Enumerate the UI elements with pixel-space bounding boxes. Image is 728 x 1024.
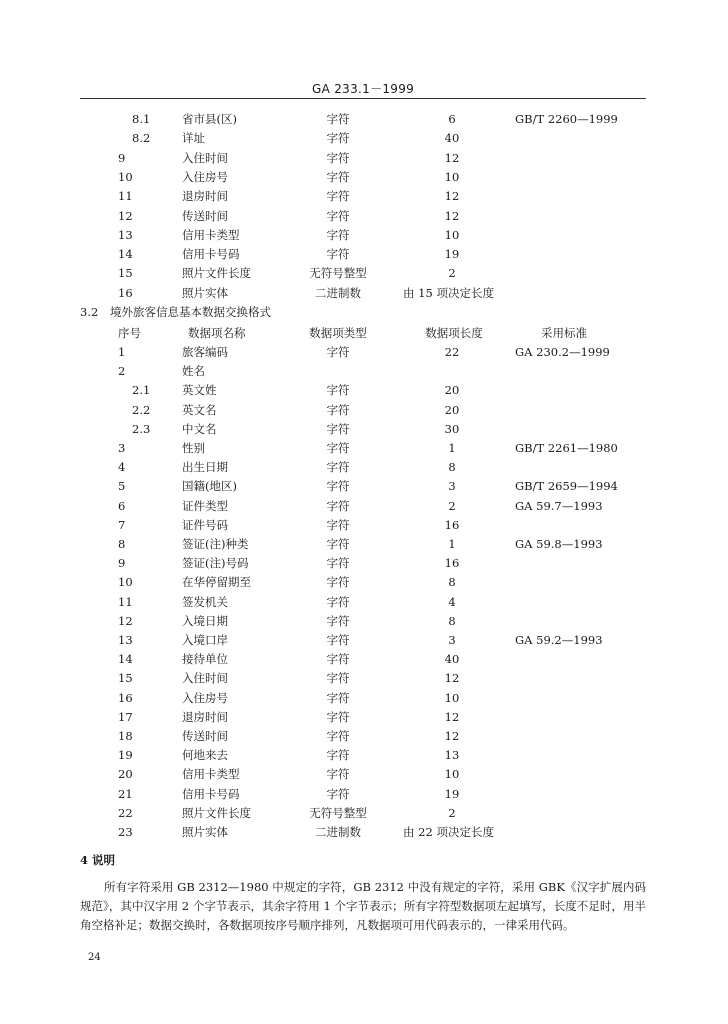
cell-length: 1 bbox=[448, 441, 456, 455]
table-row bbox=[0, 401, 728, 420]
cell-type: 字符 bbox=[326, 498, 350, 513]
cell-length: 2 bbox=[448, 805, 456, 820]
cell-no: 14 bbox=[118, 652, 133, 667]
document-code-header: GA 233.1－1999 bbox=[312, 82, 415, 96]
cell-type: 字符 bbox=[326, 441, 350, 455]
cell-name: 入住时间 bbox=[182, 671, 228, 686]
table-row bbox=[0, 110, 728, 129]
cell-type: 字符 bbox=[326, 786, 350, 801]
cell-name: 退房时间 bbox=[182, 709, 228, 724]
cell-type: 字符 bbox=[326, 729, 350, 743]
table-row bbox=[0, 823, 728, 842]
table-row bbox=[0, 708, 728, 727]
cell-no: 21 bbox=[118, 786, 133, 801]
cell-name: 信用卡号码 bbox=[182, 786, 240, 801]
cell-standard: GB/T 2261—1980 bbox=[515, 441, 618, 455]
cell-name: 详址 bbox=[182, 131, 205, 146]
cell-no: 2.1 bbox=[132, 383, 151, 398]
cell-no: 6 bbox=[118, 498, 126, 513]
cell-no: 2.3 bbox=[132, 421, 151, 436]
header-length: 数据项长度 bbox=[425, 326, 483, 340]
table-row bbox=[0, 765, 728, 784]
table-row bbox=[0, 804, 728, 823]
cell-length: 20 bbox=[444, 402, 460, 417]
cell-length: 12 bbox=[444, 189, 460, 204]
cell-type: 字符 bbox=[326, 556, 350, 571]
section-number: 3.2 bbox=[80, 305, 99, 319]
cell-length: 10 bbox=[444, 227, 460, 242]
cell-no: 14 bbox=[118, 247, 133, 262]
table-row bbox=[0, 593, 728, 612]
cell-no: 4 bbox=[118, 460, 126, 475]
table-row bbox=[0, 669, 728, 688]
cell-length: 16 bbox=[444, 556, 460, 571]
table-row bbox=[0, 631, 728, 650]
cell-name: 退房时间 bbox=[182, 189, 228, 204]
cell-name: 照片实体 bbox=[182, 285, 228, 300]
cell-length: 3 bbox=[448, 479, 456, 494]
cell-no: 20 bbox=[118, 767, 133, 782]
cell-type: 字符 bbox=[326, 460, 350, 475]
cell-type: 字符 bbox=[326, 402, 350, 417]
table-row bbox=[0, 689, 728, 708]
cell-name: 签证(注)种类 bbox=[182, 537, 249, 551]
section-4-paragraph: 所有字符采用 GB 2312—1980 中规定的字符，GB 2312 中没有规定的字符，采用 GBK《汉字扩展内码规范》，其中汉字用 2 个字节表示，其余字符用 1 个字节表示；所有字符型数据项左起填写，长度不足时，用半角空格补足；数据交换时，各数据项按序号顺序排列，凡数据项可用代码表示的，一律采用代码。 bbox=[80, 880, 646, 932]
cell-type: 字符 bbox=[326, 208, 350, 223]
table-row bbox=[0, 458, 728, 477]
cell-no: 13 bbox=[118, 633, 133, 647]
table-row bbox=[0, 149, 728, 168]
cell-name: 信用卡类型 bbox=[182, 227, 240, 242]
cell-length: 12 bbox=[444, 671, 460, 686]
cell-name: 接待单位 bbox=[182, 652, 228, 667]
cell-type: 二进制数 bbox=[315, 285, 361, 300]
cell-length: 30 bbox=[444, 421, 460, 436]
cell-type: 字符 bbox=[326, 227, 350, 242]
cell-name: 英文名 bbox=[182, 402, 217, 417]
cell-type: 字符 bbox=[326, 537, 350, 551]
cell-no: 12 bbox=[118, 208, 133, 223]
cell-length: 12 bbox=[444, 709, 460, 724]
cell-name: 入境日期 bbox=[182, 613, 228, 628]
cell-length: 19 bbox=[444, 247, 460, 262]
cell-length: 40 bbox=[444, 652, 460, 667]
header-type: 数据项类型 bbox=[309, 326, 367, 340]
cell-type: 字符 bbox=[326, 652, 350, 667]
cell-length: 8 bbox=[448, 613, 456, 628]
cell-type: 字符 bbox=[326, 189, 350, 204]
header-standard: 采用标准 bbox=[541, 326, 587, 340]
cell-type: 字符 bbox=[326, 517, 350, 532]
cell-no: 16 bbox=[118, 285, 133, 300]
cell-name: 证件号码 bbox=[182, 517, 228, 532]
cell-type: 字符 bbox=[326, 767, 350, 782]
cell-no: 23 bbox=[118, 825, 133, 839]
cell-length: 6 bbox=[448, 112, 456, 126]
cell-standard: GB/T 2260—1999 bbox=[515, 112, 618, 126]
cell-name: 中文名 bbox=[182, 421, 217, 436]
cell-name: 信用卡类型 bbox=[182, 767, 240, 782]
section-title: 境外旅客信息基本数据交换格式 bbox=[109, 305, 271, 319]
cell-no: 9 bbox=[118, 556, 126, 571]
cell-length: 16 bbox=[444, 517, 460, 532]
cell-length: 由 22 项决定长度 bbox=[403, 825, 494, 839]
cell-no: 22 bbox=[118, 805, 133, 820]
cell-type: 字符 bbox=[326, 345, 350, 359]
cell-length: 12 bbox=[444, 150, 460, 165]
cell-name: 签发机关 bbox=[182, 594, 228, 609]
table-row bbox=[0, 497, 728, 516]
cell-standard: GA 230.2—1999 bbox=[515, 345, 610, 359]
cell-length: 3 bbox=[448, 633, 456, 647]
cell-type: 字符 bbox=[326, 247, 350, 262]
table-row bbox=[0, 477, 728, 496]
cell-name: 照片实体 bbox=[182, 825, 228, 839]
cell-type: 字符 bbox=[326, 594, 350, 609]
cell-no: 10 bbox=[118, 169, 133, 184]
cell-length: 13 bbox=[444, 748, 460, 763]
cell-name: 省市县(区) bbox=[182, 112, 237, 126]
cell-no: 2 bbox=[118, 364, 126, 379]
table-row bbox=[0, 129, 728, 148]
cell-name: 传送时间 bbox=[182, 208, 228, 223]
cell-no: 3 bbox=[118, 441, 126, 455]
cell-length: 12 bbox=[444, 729, 460, 743]
cell-no: 15 bbox=[118, 671, 133, 686]
table-header-row bbox=[0, 324, 728, 343]
cell-length: 由 15 项决定长度 bbox=[403, 285, 494, 300]
cell-no: 13 bbox=[118, 227, 133, 242]
cell-standard: GA 59.2—1993 bbox=[515, 633, 603, 647]
cell-name: 入住时间 bbox=[182, 150, 228, 165]
cell-type: 字符 bbox=[326, 690, 350, 705]
cell-no: 15 bbox=[118, 266, 133, 281]
cell-no: 12 bbox=[118, 613, 133, 628]
cell-length: 19 bbox=[444, 786, 460, 801]
section-4-title: 4 说明 bbox=[80, 853, 116, 867]
cell-name: 证件类型 bbox=[182, 498, 228, 513]
cell-no: 16 bbox=[118, 690, 133, 705]
table-row bbox=[0, 746, 728, 765]
table-row bbox=[0, 439, 728, 458]
cell-name: 国籍(地区) bbox=[182, 479, 237, 494]
cell-length: 10 bbox=[444, 169, 460, 184]
cell-no: 9 bbox=[118, 150, 126, 165]
cell-no: 8 bbox=[118, 537, 126, 551]
cell-name: 姓名 bbox=[182, 364, 205, 379]
table-row bbox=[0, 207, 728, 226]
cell-length: 12 bbox=[444, 208, 460, 223]
cell-length: 10 bbox=[444, 767, 460, 782]
cell-standard: GA 59.8—1993 bbox=[515, 537, 603, 551]
cell-name: 性别 bbox=[182, 441, 205, 455]
section-3-2-title bbox=[80, 304, 271, 320]
cell-type: 字符 bbox=[326, 421, 350, 436]
cell-type: 字符 bbox=[326, 748, 350, 763]
cell-no: 18 bbox=[118, 729, 133, 743]
cell-type: 字符 bbox=[326, 112, 350, 126]
cell-no: 11 bbox=[118, 594, 133, 609]
cell-no: 11 bbox=[118, 189, 133, 204]
table-row bbox=[0, 245, 728, 264]
cell-no: 17 bbox=[118, 709, 133, 724]
cell-no: 8.1 bbox=[132, 112, 151, 126]
cell-length: 8 bbox=[448, 460, 456, 475]
cell-type: 字符 bbox=[326, 479, 350, 494]
cell-name: 出生日期 bbox=[182, 460, 228, 475]
cell-type: 字符 bbox=[326, 633, 350, 647]
cell-name: 照片文件长度 bbox=[182, 805, 251, 820]
table-row bbox=[0, 226, 728, 245]
cell-type: 字符 bbox=[326, 169, 350, 184]
table-row bbox=[0, 785, 728, 804]
cell-length: 10 bbox=[444, 690, 460, 705]
table-row bbox=[0, 284, 728, 303]
cell-standard: GA 59.7—1993 bbox=[515, 498, 603, 513]
table-row bbox=[0, 343, 728, 362]
cell-name: 在华停留期至 bbox=[182, 575, 251, 590]
header-name: 数据项名称 bbox=[188, 326, 246, 340]
cell-name: 传送时间 bbox=[182, 729, 228, 743]
cell-name: 入住房号 bbox=[182, 690, 228, 705]
table-row bbox=[0, 362, 728, 381]
cell-type: 二进制数 bbox=[315, 825, 361, 839]
table-row bbox=[0, 264, 728, 283]
cell-no: 10 bbox=[118, 575, 133, 590]
table-row bbox=[0, 516, 728, 535]
cell-type: 字符 bbox=[326, 383, 350, 398]
cell-name: 入境口岸 bbox=[182, 633, 228, 647]
cell-no: 7 bbox=[118, 517, 126, 532]
cell-no: 19 bbox=[118, 748, 133, 763]
cell-length: 8 bbox=[448, 575, 456, 590]
table-row bbox=[0, 381, 728, 400]
cell-length: 2 bbox=[448, 266, 456, 281]
cell-name: 英文姓 bbox=[182, 383, 217, 398]
table-row bbox=[0, 573, 728, 592]
cell-type: 无符号整型 bbox=[309, 805, 367, 820]
cell-type: 字符 bbox=[326, 709, 350, 724]
cell-standard: GB/T 2659—1994 bbox=[515, 479, 618, 494]
table-row bbox=[0, 187, 728, 206]
cell-no: 8.2 bbox=[132, 131, 151, 146]
cell-length: 4 bbox=[448, 594, 456, 609]
table-row bbox=[0, 650, 728, 669]
cell-type: 字符 bbox=[326, 613, 350, 628]
table-row bbox=[0, 727, 728, 746]
cell-no: 2.2 bbox=[132, 402, 151, 417]
header-no: 序号 bbox=[118, 326, 141, 340]
cell-type: 字符 bbox=[326, 575, 350, 590]
table-row bbox=[0, 420, 728, 439]
cell-type: 字符 bbox=[326, 150, 350, 165]
page-number: 24 bbox=[88, 952, 101, 963]
cell-length: 22 bbox=[444, 345, 460, 359]
cell-type: 字符 bbox=[326, 671, 350, 686]
cell-length: 1 bbox=[448, 537, 456, 551]
table-row bbox=[0, 168, 728, 187]
table-row bbox=[0, 554, 728, 573]
cell-name: 照片文件长度 bbox=[182, 266, 251, 281]
cell-name: 信用卡号码 bbox=[182, 247, 240, 262]
cell-length: 20 bbox=[444, 383, 460, 398]
cell-name: 签证(注)号码 bbox=[182, 556, 249, 571]
header-rule bbox=[80, 98, 646, 99]
cell-no: 5 bbox=[118, 479, 126, 494]
table-row bbox=[0, 612, 728, 631]
cell-length: 2 bbox=[448, 498, 456, 513]
cell-name: 旅客编码 bbox=[182, 345, 228, 359]
cell-type: 无符号整型 bbox=[309, 266, 367, 281]
cell-no: 1 bbox=[118, 345, 126, 359]
table-row bbox=[0, 535, 728, 554]
cell-type: 字符 bbox=[326, 131, 350, 146]
cell-name: 何地来去 bbox=[182, 748, 228, 763]
cell-name: 入住房号 bbox=[182, 169, 228, 184]
cell-length: 40 bbox=[444, 131, 460, 146]
